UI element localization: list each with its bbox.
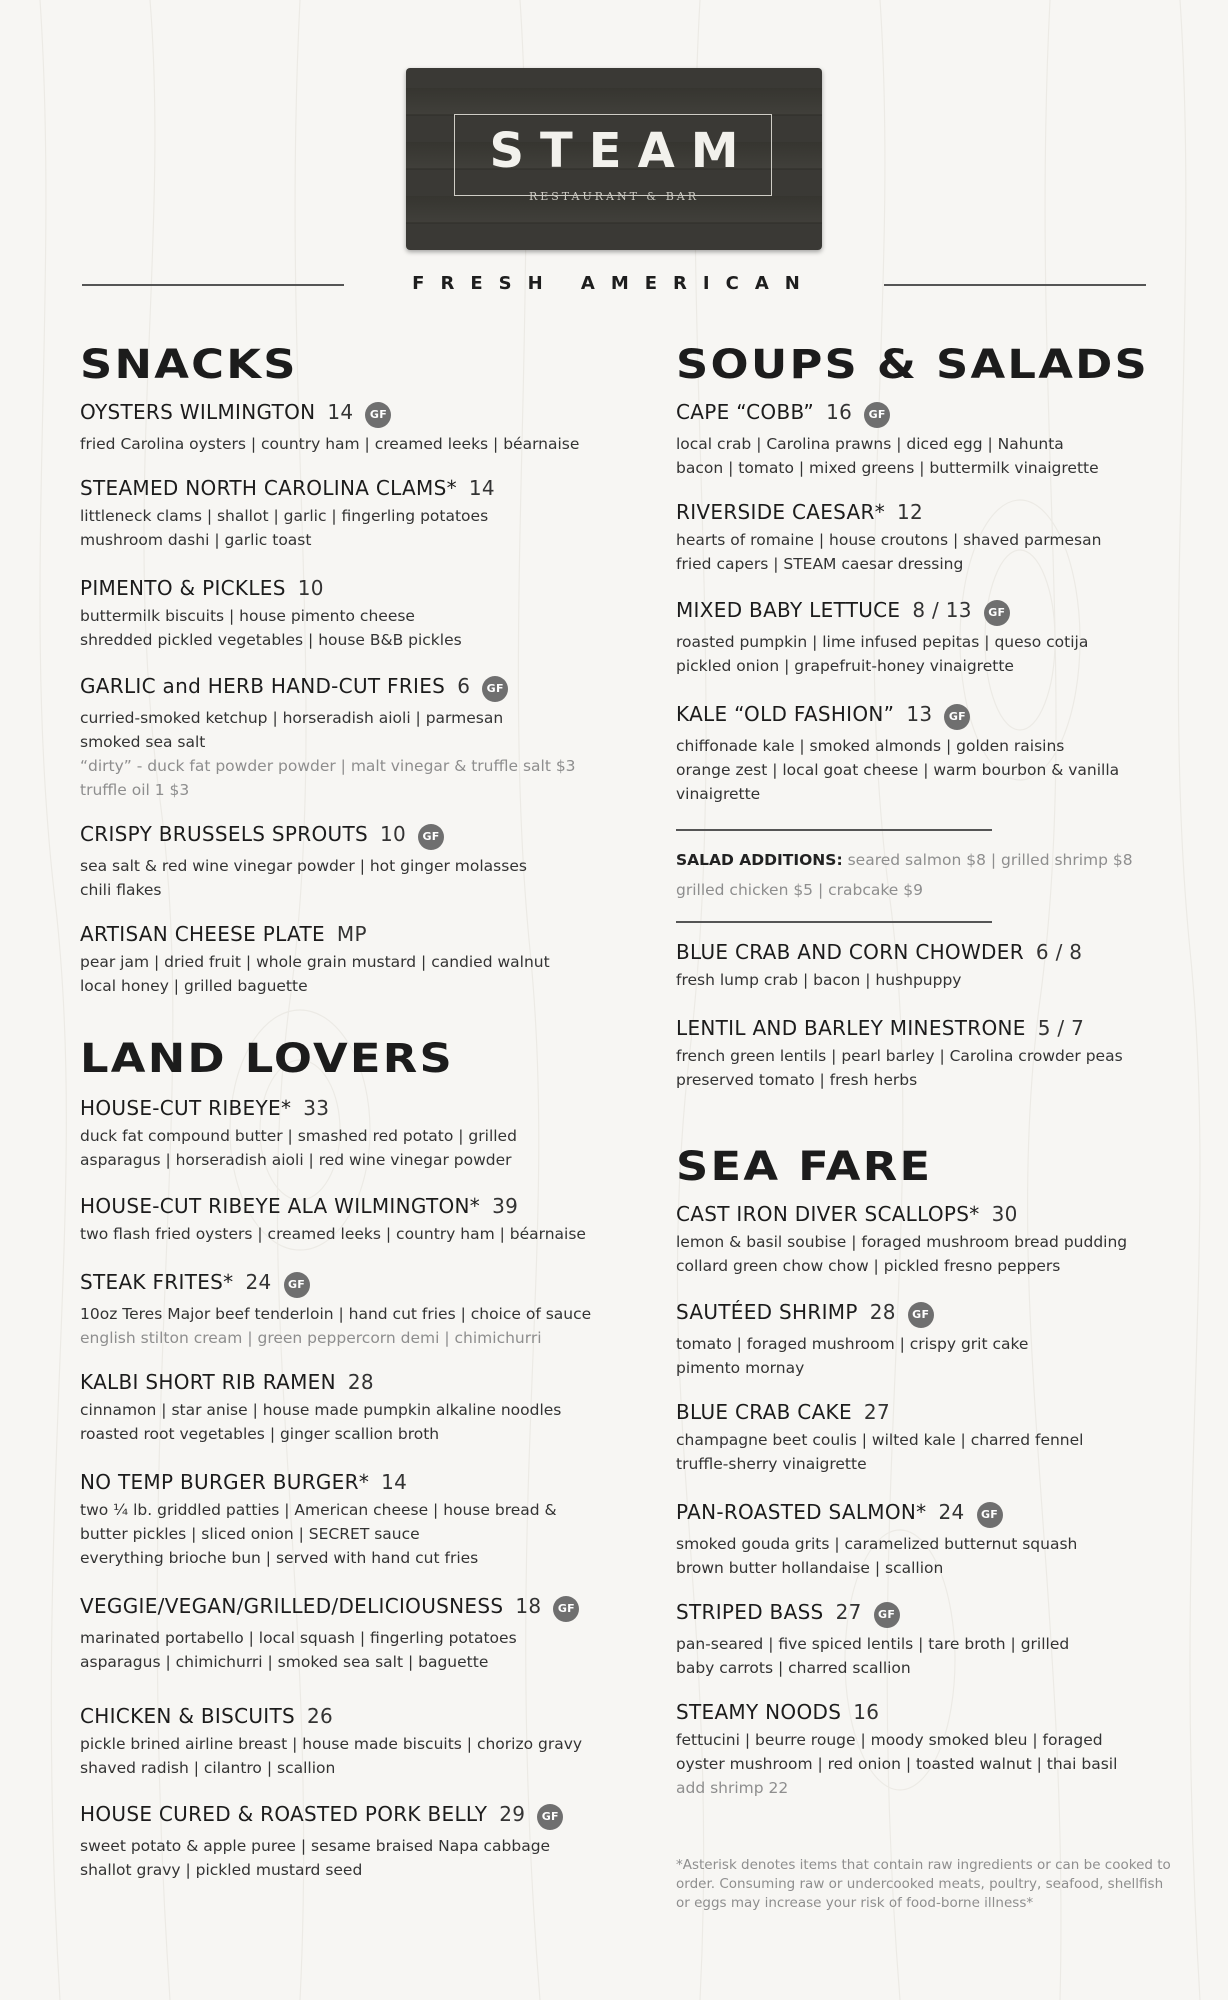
item-price: 12 [897,500,924,524]
item-description [676,630,1088,678]
item-price: 14 [327,400,354,424]
menu-item-artisan-cheese-plate [80,922,550,998]
description-line: cinnamon | star anise | house made pumpkin alkaline noodles [80,1401,562,1419]
menu-item-heading [80,1802,563,1830]
item-name: SAUTÉED SHRIMP [676,1300,858,1324]
menu-item-heading [676,1500,1077,1528]
description-addon-line: add shrimp 22 [676,1779,789,1797]
menu-item-heading [80,400,579,428]
description-line: buttermilk biscuits | house pimento cheese [80,607,415,625]
menu-item-heading [676,598,1088,626]
description-line: roasted pumpkin | lime infused pepitas | queso cotija [676,633,1089,651]
menu-item-chicken-biscuits [80,1704,582,1780]
item-description [676,528,1101,576]
item-name: OYSTERS WILMINGTON [80,400,316,424]
item-description [676,1332,1028,1380]
item-price: 10 [379,822,407,846]
item-name: KALBI SHORT RIB RAMEN [80,1370,336,1394]
item-description [676,734,1119,806]
menu-item-house-cut-ribeye [80,1096,517,1172]
menu-item-heading [676,1300,1028,1328]
menu-item-blue-crab-and-corn-chowder [676,940,1082,992]
menu-item-no-temp-burger-burger [80,1470,557,1570]
description-line: pickled onion | grapefruit-honey vinaigrette [676,657,1014,675]
description-line: littleneck clams | shallot | garlic | fingerling potatoes [80,507,489,525]
item-price: 27 [863,1400,890,1424]
item-description [676,1632,1069,1680]
description-line: roasted root vegetables | ginger scallion broth [80,1425,440,1443]
description-line: two flash fried oysters | creamed leeks | country ham | béarnaise [80,1225,586,1243]
gluten-free-badge: GF [874,1602,900,1628]
menu-item-heading [676,1202,1127,1226]
description-line: hearts of romaine | house croutons | shaved parmesan [676,531,1102,549]
menu-item-heading [80,1194,586,1218]
description-line: tomato | foraged mushroom | crispy grit cake [676,1335,1029,1353]
item-name: RIVERSIDE CAESAR* [676,500,886,524]
item-price: 10 [297,576,324,600]
menu-item-heading [80,1096,517,1120]
item-price: 39 [492,1194,519,1218]
item-name: STRIPED BASS [676,1600,824,1624]
item-name: STEAK FRITES* [80,1270,234,1294]
menu-item-pan-roasted-salmon [676,1500,1077,1580]
item-price: 14 [381,1470,408,1494]
description-line: fettucini | beurre rouge | moody smoked bleu | foraged [676,1731,1103,1749]
item-price: MP [336,922,367,946]
item-name: BLUE CRAB AND CORN CHOWDER [676,940,1024,964]
item-name: STEAMY NOODS [676,1700,842,1724]
gluten-free-badge: GF [553,1596,579,1622]
item-price: 26 [307,1704,334,1728]
item-price: 28 [347,1370,374,1394]
menu-item-veggie-vegan-grilled-deliciousness [80,1594,579,1674]
section-title-sea-fare: SEA FARE [676,1144,933,1190]
item-name: STEAMED NORTH CAROLINA CLAMS* [80,476,457,500]
item-price: 24 [938,1500,965,1524]
item-price: 16 [853,1700,880,1724]
item-name: GARLIC and HERB HAND-CUT FRIES [80,674,446,698]
item-price: 24 [245,1270,272,1294]
description-line: oyster mushroom | red onion | toasted walnut | thai basil [676,1755,1118,1773]
description-line: mushroom dashi | garlic toast [80,531,312,549]
item-name: CAPE “COBB” [676,400,815,424]
description-line: bacon | tomato | mixed greens | buttermilk vinaigrette [676,459,1099,477]
description-line: 10oz Teres Major beef tenderloin | hand cut fries | choice of sauce [80,1305,592,1323]
description-addon-line: truffle oil 1 $3 [80,781,190,799]
item-description [80,1626,579,1674]
gluten-free-badge: GF [944,704,970,730]
additions-rule-top [676,829,992,831]
menu-item-crispy-brussels-sprouts [80,822,527,902]
description-line: asparagus | chimichurri | smoked sea salt | baguette [80,1653,489,1671]
item-price: 28 [869,1300,896,1324]
salad-additions-label: SALAD ADDITIONS: [676,851,843,869]
description-line: marinated portabello | local squash | fingerling potatoes [80,1629,517,1647]
menu-item-heading [676,1700,1117,1724]
item-name: HOUSE CURED & ROASTED PORK BELLY [80,1802,488,1826]
item-description [676,1230,1127,1278]
item-price: 33 [303,1096,330,1120]
item-description [80,1834,563,1882]
description-line: french green lentils | pearl barley | Carolina crowder peas [676,1047,1123,1065]
menu-item-heading [80,1704,582,1728]
menu-item-oysters-wilmington [80,400,579,456]
item-description [676,1728,1117,1800]
menu-item-kale-old-fashion [676,702,1119,806]
description-line: two ¼ lb. griddled patties | American cheese | house bread & [80,1501,557,1519]
item-price: 13 [906,702,933,726]
menu-item-heading [676,1600,1069,1628]
description-line: asparagus | horseradish aioli | red wine vinegar powder [80,1151,512,1169]
item-description [676,432,1099,480]
description-line: sea salt & red wine vinegar powder | hot ginger molasses [80,857,527,875]
menu-item-house-cut-ribeye-ala-wilmington [80,1194,586,1246]
description-line: shredded pickled vegetables | house B&B pickles [80,631,462,649]
item-description [80,950,550,998]
item-description [80,854,527,902]
item-price: 30 [991,1202,1018,1226]
description-line: fried capers | STEAM caesar dressing [676,555,964,573]
item-name: ARTISAN CHEESE PLATE [80,922,325,946]
description-line: pear jam | dried fruit | whole grain mustard | candied walnut [80,953,550,971]
item-description [80,706,576,802]
description-line: sweet potato & apple puree | sesame braised Napa cabbage [80,1837,551,1855]
item-name: BLUE CRAB CAKE [676,1400,852,1424]
description-line: chili flakes [80,881,162,899]
gluten-free-badge: GF [864,402,890,428]
item-name: KALE “OLD FASHION” [676,702,895,726]
menu-item-striped-bass [676,1600,1069,1680]
gluten-free-badge: GF [977,1502,1003,1528]
gluten-free-badge: GF [418,824,444,850]
menu-item-heading [80,922,550,946]
item-price: 18 [515,1594,542,1618]
description-line: baby carrots | charred scallion [676,1659,911,1677]
description-line: champagne beet coulis | wilted kale | charred fennel [676,1431,1084,1449]
menu-item-heading [80,674,576,702]
gluten-free-badge: GF [284,1272,310,1298]
item-description [80,504,495,552]
section-title-snacks: SNACKS [80,342,298,388]
item-name: HOUSE-CUT RIBEYE* [80,1096,292,1120]
salad-additions-options-2: grilled chicken $5 | crabcake $9 [676,881,923,899]
item-description [80,1222,586,1246]
menu-item-steamy-noods [676,1700,1117,1800]
item-description [676,1044,1123,1092]
logo-wordmark: STEAM [489,123,755,179]
menu-item-heading [80,476,495,500]
raw-food-footnote: *Asterisk denotes items that contain raw ingredients or can be cooked to order. Consuming raw or undercooked meats, poultry, seafood, shellfish or eggs may increase your risk of food-borne illness* [676,1857,1171,1911]
menu-item-heading [676,500,1101,524]
salad-additions [676,845,1133,905]
menu-item-mixed-baby-lettuce [676,598,1088,678]
menu-item-heading [80,1270,591,1298]
item-price: 27 [835,1600,862,1624]
gluten-free-badge: GF [365,402,391,428]
description-line: lemon & basil soubise | foraged mushroom bread pudding [676,1233,1128,1251]
description-line: orange zest | local goat cheese | warm bourbon & vanilla [676,761,1120,779]
item-description [80,1732,582,1780]
item-name: MIXED BABY LETTUCE [676,598,901,622]
section-title-land-lovers: LAND LOVERS [80,1036,455,1082]
description-line: vinaigrette [676,785,761,803]
description-line: butter pickles | sliced onion | SECRET sauce [80,1525,420,1543]
item-name: NO TEMP BURGER BURGER* [80,1470,370,1494]
item-price: 5 / 7 [1037,1016,1085,1040]
menu-item-kalbi-short-rib-ramen [80,1370,561,1446]
item-description [80,1124,517,1172]
description-addon-line: english stilton cream | green peppercorn demi | chimichurri [80,1329,542,1347]
menu-item-garlic-and-herb-hand-cut-fries [80,674,576,802]
item-name: LENTIL AND BARLEY MINESTRONE [676,1016,1026,1040]
item-name: CRISPY BRUSSELS SPROUTS [80,822,368,846]
description-line: local honey | grilled baguette [80,977,308,995]
gluten-free-badge: GF [482,676,508,702]
item-description [676,1532,1077,1580]
item-description [80,1498,557,1570]
item-name: PIMENTO & PICKLES [80,576,286,600]
description-line: truffle-sherry vinaigrette [676,1455,867,1473]
description-line: smoked sea salt [80,733,206,751]
description-line: duck fat compound butter | smashed red potato | grilled [80,1127,517,1145]
description-line: shaved radish | cilantro | scallion [80,1759,336,1777]
description-addon-line: “dirty” - duck fat powder powder | malt vinegar & truffle salt $3 [80,757,576,775]
menu-item-steak-frites [80,1270,591,1350]
item-description [676,968,1082,992]
description-line: pimento mornay [676,1359,805,1377]
item-price: 6 / 8 [1035,940,1083,964]
menu-item-heading [80,576,462,600]
steam-logo [406,68,822,250]
menu-item-heading [676,1400,1083,1424]
gluten-free-badge: GF [908,1302,934,1328]
item-price: 8 / 13 [912,598,972,622]
description-line: fried Carolina oysters | country ham | creamed leeks | béarnaise [80,435,580,453]
menu-item-heading [80,1594,579,1622]
tagline-rule-right [884,284,1146,286]
item-description [80,1398,561,1446]
item-name: VEGGIE/VEGAN/GRILLED/DELICIOUSNESS [80,1594,504,1618]
menu-item-house-cured-roasted-pork-belly [80,1802,563,1882]
menu-item-heading [80,1470,557,1494]
description-line: brown butter hollandaise | scallion [676,1559,944,1577]
item-description [676,1428,1083,1476]
item-price: 29 [499,1802,526,1826]
description-line: shallot gravy | pickled mustard seed [80,1861,363,1879]
description-line: everything brioche bun | served with hand cut fries [80,1549,479,1567]
item-name: CHICKEN & BISCUITS [80,1704,296,1728]
gluten-free-badge: GF [984,600,1010,626]
menu-item-pimento-pickles [80,576,462,652]
section-title-soups-salads: SOUPS & SALADS [676,342,1150,388]
item-description [80,604,462,652]
description-line: local crab | Carolina prawns | diced egg | Nahunta [676,435,1064,453]
menu-item-cape-cobb [676,400,1099,480]
description-line: collard green chow chow | pickled fresno peppers [676,1257,1061,1275]
description-line: smoked gouda grits | caramelized butternut squash [676,1535,1078,1553]
menu-item-heading [80,822,527,850]
menu-item-riverside-caesar [676,500,1101,576]
salad-additions-line-1 [676,845,1133,875]
description-line: fresh lump crab | bacon | hushpuppy [676,971,962,989]
menu-item-heading [676,400,1099,428]
menu-item-heading [676,702,1119,730]
menu-item-heading [676,1016,1123,1040]
salad-additions-options-1: seared salmon $8 | grilled shrimp $8 [847,851,1133,869]
item-description [80,1302,591,1350]
menu-item-heading [676,940,1082,964]
menu-item-lentil-and-barley-minestrone [676,1016,1123,1092]
item-name: CAST IRON DIVER SCALLOPS* [676,1202,980,1226]
additions-rule-bottom [676,921,992,923]
item-price: 16 [826,400,853,424]
description-line: pickle brined airline breast | house made biscuits | chorizo gravy [80,1735,583,1753]
tagline: FRESH AMERICAN [412,273,816,294]
item-description [80,432,579,456]
description-line: curried-smoked ketchup | horseradish aioli | parmesan [80,709,504,727]
gluten-free-badge: GF [537,1804,563,1830]
item-name: PAN-ROASTED SALMON* [676,1500,927,1524]
tagline-rule-left [82,284,344,286]
menu-item-cast-iron-diver-scallops [676,1202,1127,1278]
menu-item-blue-crab-cake [676,1400,1083,1476]
menu-item-steamed-north-carolina-clams [80,476,495,552]
item-price: 6 [457,674,471,698]
menu-item-saut-ed-shrimp [676,1300,1028,1380]
menu-item-heading [80,1370,561,1394]
item-price: 14 [468,476,495,500]
description-line: pan-seared | five spiced lentils | tare broth | grilled [676,1635,1070,1653]
item-name: HOUSE-CUT RIBEYE ALA WILMINGTON* [80,1194,481,1218]
logo-subtitle: RESTAURANT & BAR [528,190,700,203]
description-line: preserved tomato | fresh herbs [676,1071,918,1089]
description-line: chiffonade kale | smoked almonds | golden raisins [676,737,1065,755]
